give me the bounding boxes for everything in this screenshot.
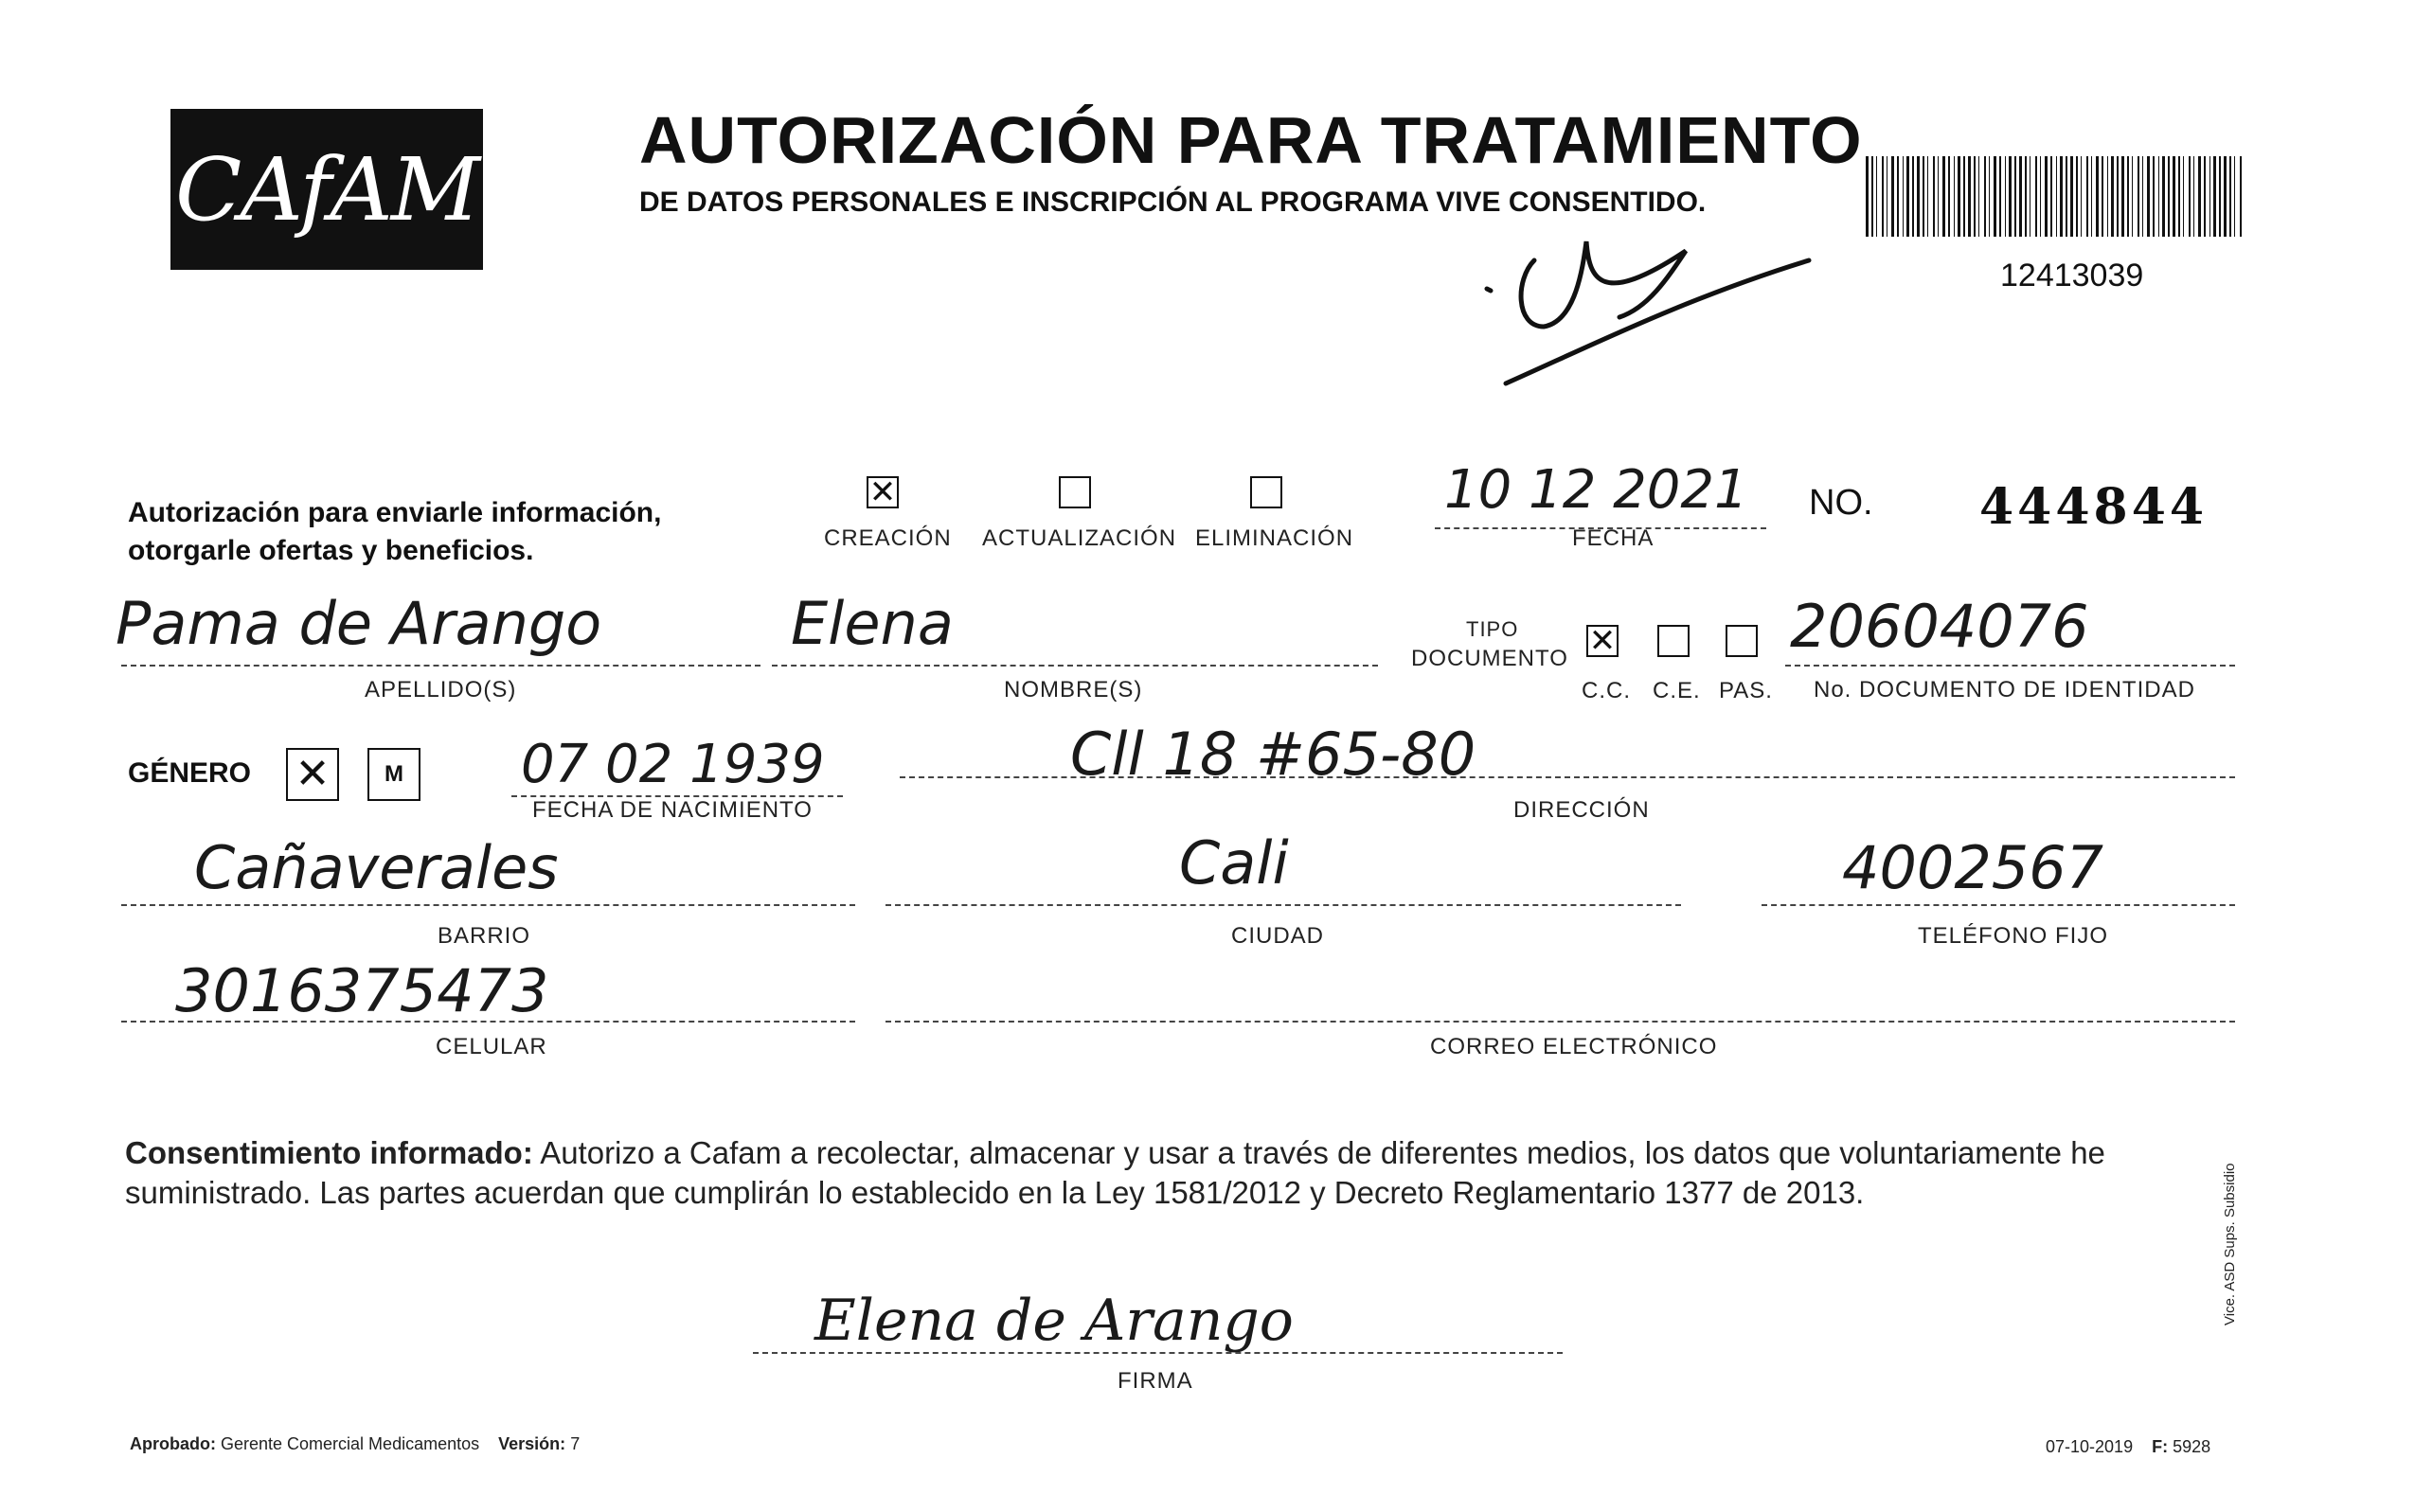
form-code-value: 5928 xyxy=(2173,1437,2211,1456)
barcode-bar xyxy=(2158,156,2159,237)
barcode-bar xyxy=(2162,156,2165,237)
barcode-bar xyxy=(1954,156,1955,237)
doc-cc-checkbox[interactable] xyxy=(1586,625,1619,657)
barcode-bar xyxy=(1938,156,1939,237)
address-label: DIRECCIÓN xyxy=(1513,797,1650,823)
names-label: NOMBRE(S) xyxy=(1004,677,1143,703)
barcode-bar xyxy=(2107,156,2108,237)
barcode-bar xyxy=(2019,156,2022,237)
check-mark-icon: ✕ xyxy=(295,751,331,797)
barcode-bar xyxy=(2076,156,2078,237)
doc-cc-label: C.C. xyxy=(1582,678,1631,703)
date-value: 10 12 2021 xyxy=(1444,459,1748,521)
barcode-bar xyxy=(2204,156,2206,237)
barcode-bar xyxy=(2138,156,2139,237)
creation-label: CREACIÓN xyxy=(824,525,952,551)
footer-date-form xyxy=(2046,1437,2210,1457)
barcode-bar xyxy=(2009,156,2012,237)
barcode-bar xyxy=(2224,156,2227,237)
barcode-bar xyxy=(2229,156,2231,237)
barrio-value: Cañaverales xyxy=(194,833,559,902)
barcode-bar xyxy=(2127,156,2129,237)
names-value: Elena xyxy=(791,589,954,658)
doc-pas-checkbox[interactable] xyxy=(1726,625,1758,657)
barcode-bar xyxy=(1871,156,1873,237)
footer-approval xyxy=(130,1434,580,1454)
update-label: ACTUALIZACIÓN xyxy=(982,525,1177,551)
barcode-image xyxy=(1866,156,2245,237)
email-line xyxy=(886,1021,2235,1023)
barcode-bar xyxy=(1994,156,1996,237)
barcode-bar xyxy=(2070,156,2073,237)
phone-label: TELÉFONO FIJO xyxy=(1918,923,2109,949)
city-value: Cali xyxy=(1179,828,1289,898)
authorization-line-1: Autorización para enviarle información, xyxy=(128,497,662,528)
barcode-bar xyxy=(1897,156,1899,237)
consent-text: Autorizo a Cafam a recolectar, almacenar y usar a través de diferentes medios, los datos que voluntariamente he suministrado. Las partes acuerdan que cumplirán lo establecido en la Ley 1581/2012 y Decreto Reglamentario 1377 de 2013. xyxy=(125,1135,2105,1210)
cafam-logo xyxy=(170,109,483,270)
consent-lead: Consentimiento informado: xyxy=(125,1135,533,1170)
city-label: CIUDAD xyxy=(1231,923,1325,949)
form-code-label: F: xyxy=(2152,1437,2169,1456)
form-subtitle: DE DATOS PERSONALES E INSCRIPCIÓN AL PROGRAMA VIVE CONSENTIDO. xyxy=(639,187,1707,218)
barcode-bar xyxy=(1933,156,1935,237)
version-label: Versión: xyxy=(498,1434,566,1453)
barcode-bar xyxy=(2050,156,2052,237)
barcode-bar xyxy=(1984,156,1986,237)
barcode-bar xyxy=(1968,156,1971,237)
doc-ce-checkbox[interactable] xyxy=(1657,625,1690,657)
barcode-bar xyxy=(1948,156,1950,237)
delete-checkbox[interactable] xyxy=(1250,476,1282,508)
barcode-bar xyxy=(2111,156,2114,237)
doc-ce-label: C.E. xyxy=(1653,678,1701,703)
barrio-label: BARRIO xyxy=(438,923,531,949)
logo-text: CAfAM xyxy=(175,138,478,240)
mobile-label: CELULAR xyxy=(436,1034,547,1059)
barcode-bar xyxy=(2142,156,2143,237)
barcode-bar xyxy=(1876,156,1877,237)
barcode-bar xyxy=(2198,156,2201,237)
authorization-line-2: otorgarle ofertas y beneficios. xyxy=(128,535,534,566)
birth-date-label: FECHA DE NACIMIENTO xyxy=(532,797,813,823)
barcode-bar xyxy=(2005,156,2006,237)
gender-m-checkbox[interactable] xyxy=(367,748,420,801)
side-text: Vice. ASD Sups. Subsidio xyxy=(2222,1163,2238,1325)
barcode-bar xyxy=(1999,156,2001,237)
form-title: AUTORIZACIÓN PARA TRATAMIENTO xyxy=(639,103,1863,177)
handwritten-mark xyxy=(1477,222,1818,393)
phone-value: 4002567 xyxy=(1842,833,2104,902)
surnames-label: APELLIDO(S) xyxy=(365,677,517,703)
barcode-bar xyxy=(2035,156,2037,237)
barcode-bar xyxy=(2045,156,2048,237)
barcode-bar xyxy=(2178,156,2180,237)
barcode-bar xyxy=(2060,156,2063,237)
form-number: 444844 xyxy=(1979,478,2209,536)
mobile-value: 3016375473 xyxy=(175,956,549,1025)
address-value: Cll 18 #65-80 xyxy=(1070,720,1476,789)
barcode-bar xyxy=(2081,156,2082,237)
barcode-bar xyxy=(2040,156,2041,237)
barcode-bar xyxy=(2132,156,2133,237)
surnames-value: Pama de Arango xyxy=(116,589,602,658)
barcode-bar xyxy=(2183,156,2184,237)
signature-label: FIRMA xyxy=(1118,1368,1193,1394)
version-value: 7 xyxy=(570,1434,581,1453)
barcode-number: 12413039 xyxy=(2000,258,2144,294)
doc-number-value: 20604076 xyxy=(1790,592,2089,661)
check-mark-icon: ✕ xyxy=(1588,623,1617,659)
barcode-bar xyxy=(2091,156,2092,237)
gender-label: GÉNERO xyxy=(128,757,252,789)
barcode-bar xyxy=(1882,156,1884,237)
doc-pas-label: PAS. xyxy=(1719,678,1773,703)
barcode-bar xyxy=(1978,156,1979,237)
barcode-bar xyxy=(1912,156,1914,237)
barcode-bar xyxy=(1989,156,1990,237)
approved-label: Aprobado: xyxy=(130,1434,216,1453)
barcode-bar xyxy=(1963,156,1965,237)
date-label: FECHA xyxy=(1572,525,1655,551)
barcode-bar xyxy=(2014,156,2016,237)
birth-date-value: 07 02 1939 xyxy=(521,734,825,795)
barcode-bar xyxy=(2193,156,2194,237)
barcode-bar xyxy=(2209,156,2210,237)
gender-f-checkbox[interactable] xyxy=(286,748,339,801)
barcode-bar xyxy=(2056,156,2057,237)
signature-line xyxy=(753,1352,1563,1354)
doc-type-label-1: TIPO xyxy=(1466,617,1519,641)
phone-line xyxy=(1762,904,2235,906)
barrio-line xyxy=(121,904,855,906)
signature-value: Elena de Arango xyxy=(814,1288,1294,1354)
barcode-bar xyxy=(2147,156,2150,237)
gender-m-label: M xyxy=(385,761,403,787)
barcode-bar xyxy=(1923,156,1924,237)
barcode-bar xyxy=(2168,156,2170,237)
consent-paragraph xyxy=(125,1133,2237,1213)
doc-type-label-2: DOCUMENTO xyxy=(1411,646,1568,671)
names-line xyxy=(772,665,1378,667)
barcode-bar xyxy=(2086,156,2088,237)
barcode-bar xyxy=(2102,156,2103,237)
barcode-bar xyxy=(2240,156,2242,237)
barcode-bar xyxy=(2121,156,2124,237)
email-label: CORREO ELECTRÓNICO xyxy=(1430,1034,1718,1059)
barcode-bar xyxy=(2025,156,2027,237)
barcode-bar xyxy=(1927,156,1928,237)
barcode-bar xyxy=(1866,156,1869,237)
barcode-bar xyxy=(2153,156,2155,237)
barcode-bar xyxy=(2234,156,2235,237)
barcode-bar xyxy=(2066,156,2067,237)
creation-checkbox[interactable] xyxy=(867,476,899,508)
mobile-line xyxy=(121,1021,855,1023)
barcode-bar xyxy=(2189,156,2191,237)
update-checkbox[interactable] xyxy=(1059,476,1091,508)
barcode-bar xyxy=(1891,156,1894,237)
barcode-bar xyxy=(2219,156,2221,237)
city-line xyxy=(886,904,1681,906)
barcode-bar xyxy=(2117,156,2119,237)
address-line xyxy=(900,776,2235,778)
barcode-bar xyxy=(1903,156,1904,237)
barcode-bar xyxy=(2213,156,2216,237)
surnames-line xyxy=(121,665,760,667)
approved-value: Gerente Comercial Medicamentos xyxy=(221,1434,480,1453)
barcode-bar xyxy=(1917,156,1920,237)
number-label: NO. xyxy=(1809,483,1873,523)
barcode-bar xyxy=(2173,156,2175,237)
delete-label: ELIMINACIÓN xyxy=(1195,525,1354,551)
doc-number-label: No. DOCUMENTO DE IDENTIDAD xyxy=(1814,677,2195,703)
barcode-bar xyxy=(1958,156,1960,237)
barcode-bar xyxy=(1942,156,1945,237)
footer-date: 07-10-2019 xyxy=(2046,1437,2134,1456)
barcode-bar xyxy=(2096,156,2099,237)
doc-number-line xyxy=(1785,665,2235,667)
barcode-bar xyxy=(1906,156,1909,237)
check-mark-icon: ✕ xyxy=(868,474,897,510)
barcode-bar xyxy=(1974,156,1976,237)
